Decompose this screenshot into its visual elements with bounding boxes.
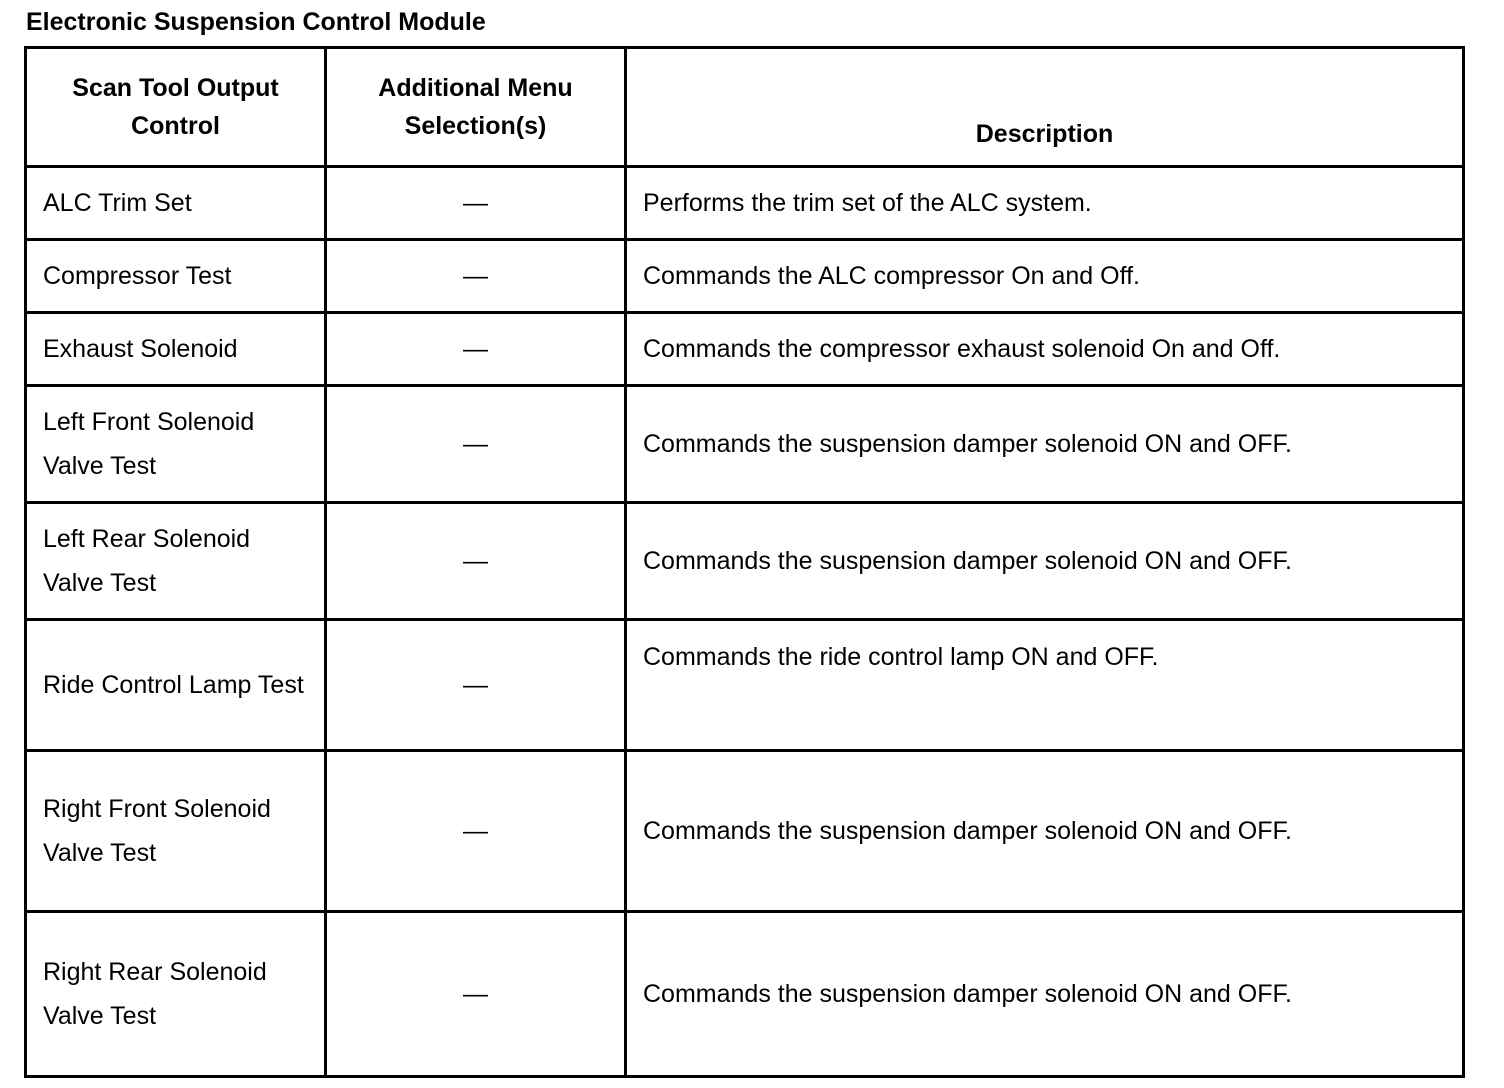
control-cell: Right Front Solenoid Valve Test: [26, 751, 326, 912]
control-cell: Right Rear Solenoid Valve Test: [26, 912, 326, 1077]
description-cell: Commands the compressor exhaust solenoid On and Off.: [626, 313, 1464, 386]
table-row: [26, 620, 1464, 751]
control-cell: Exhaust Solenoid: [26, 313, 326, 386]
control-cell: Compressor Test: [26, 240, 326, 313]
description-cell: Commands the ride control lamp ON and OFF.: [626, 620, 1464, 751]
table-row: [26, 751, 1464, 912]
header-additional-menu-selections: Additional Menu Selection(s): [326, 48, 626, 167]
table-header-row: [26, 48, 1464, 167]
description-cell: Commands the suspension damper solenoid ON and OFF.: [626, 503, 1464, 620]
output-control-table: [24, 46, 1465, 1078]
table-row: [26, 503, 1464, 620]
selection-cell: —: [326, 386, 626, 503]
table-row: [26, 313, 1464, 386]
selection-cell: —: [326, 620, 626, 751]
control-cell: ALC Trim Set: [26, 167, 326, 240]
table-row: [26, 386, 1464, 503]
description-cell: Commands the suspension damper solenoid ON and OFF.: [626, 386, 1464, 503]
header-description: Description: [626, 48, 1464, 167]
description-cell: Commands the ALC compressor On and Off.: [626, 240, 1464, 313]
description-cell: Commands the suspension damper solenoid ON and OFF.: [626, 751, 1464, 912]
control-cell: Ride Control Lamp Test: [26, 620, 326, 751]
table-row: [26, 240, 1464, 313]
header-scan-tool-output-control: Scan Tool Output Control: [26, 48, 326, 167]
description-cell: Performs the trim set of the ALC system.: [626, 167, 1464, 240]
control-cell: Left Rear Solenoid Valve Test: [26, 503, 326, 620]
selection-cell: —: [326, 167, 626, 240]
control-cell: Left Front Solenoid Valve Test: [26, 386, 326, 503]
table-row: [26, 167, 1464, 240]
description-cell: Commands the suspension damper solenoid ON and OFF.: [626, 912, 1464, 1077]
selection-cell: —: [326, 751, 626, 912]
selection-cell: —: [326, 912, 626, 1077]
selection-cell: —: [326, 313, 626, 386]
table-row: [26, 912, 1464, 1077]
selection-cell: —: [326, 503, 626, 620]
document-title: Electronic Suspension Control Module: [26, 8, 486, 36]
selection-cell: —: [326, 240, 626, 313]
